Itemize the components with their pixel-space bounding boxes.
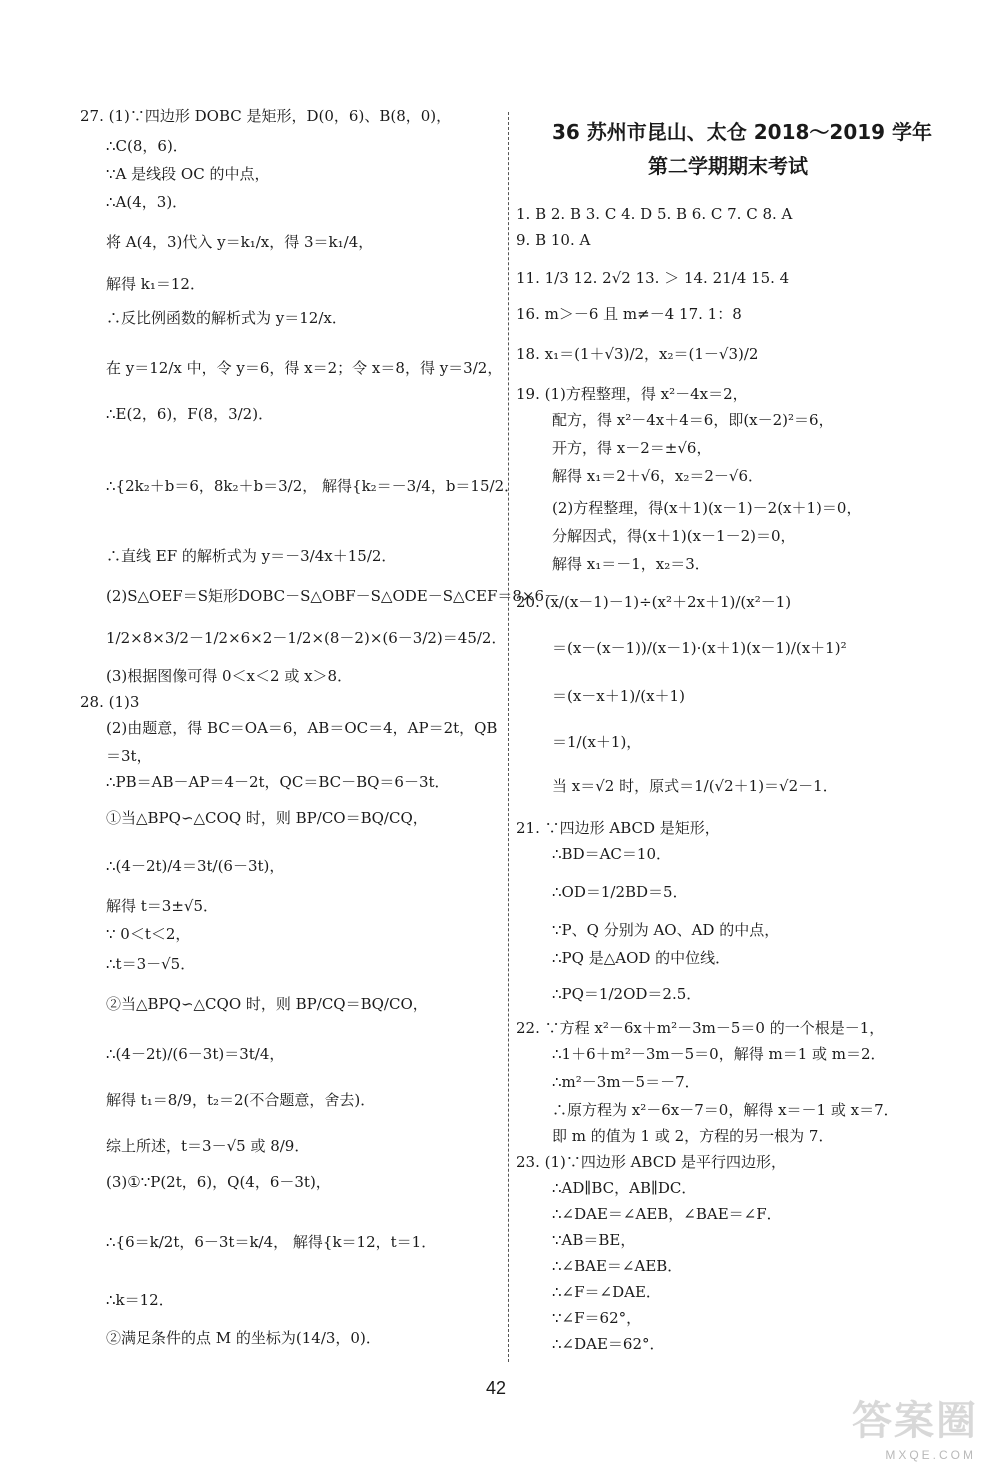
l-line: ＝3t， xyxy=(106,747,152,765)
l-line: 解得 t₁＝8/9，t₂＝2(不合题意，舍去)． xyxy=(106,1091,376,1109)
r-line: ∴PQ 是△AOD 的中位线． xyxy=(552,949,731,967)
r-line: 配方，得 x²－4x＋4＝6，即(x－2)²＝6， xyxy=(552,411,834,429)
l-line: ∴{2k₂＋b＝6，8k₂＋b＝3/2， 解得{k₂＝－3/4，b＝15/2． xyxy=(106,477,520,495)
r-line: 18. x₁＝(1＋√3)/2，x₂＝(1－√3)/2 xyxy=(516,345,759,363)
l-line: (2)S△OEF＝S矩形DOBC－S△OBF－S△ODE－S△CEF＝8×6－ xyxy=(106,587,560,605)
r-line: ∴原方程为 x²－6x－7＝0，解得 x＝－1 或 x＝7． xyxy=(552,1101,899,1119)
l-line: ∴直线 EF 的解析式为 y＝－3/4x＋15/2． xyxy=(106,547,397,565)
l-line: ∴PB＝AB－AP＝4－2t，QC＝BC－BQ＝6－3t． xyxy=(106,773,450,791)
l-line: 解得 t＝3±√5． xyxy=(106,897,219,915)
r-line: 当 x＝√2 时，原式＝1/(√2＋1)＝√2－1． xyxy=(552,777,838,795)
l-line: ∴A(4，3)． xyxy=(106,193,188,211)
l-line: 在 y＝12/x 中，令 y＝6，得 x＝2；令 x＝8，得 y＝3/2， xyxy=(106,359,503,377)
r-line: 即 m 的值为 1 或 2，方程的另一根为 7． xyxy=(552,1127,834,1145)
r-line: ＝1/(x＋1)， xyxy=(552,733,642,751)
l-line: 1/2×8×3/2－1/2×6×2－1/2×(8－2)×(6－3/2)＝45/2． xyxy=(106,629,507,647)
r-line: 11. 1/3 12. 2√2 13. ＞ 14. 21/4 15. 4 xyxy=(516,269,790,287)
l-line: ∴{6＝k/2t，6－3t＝k/4， 解得{k＝12，t＝1． xyxy=(106,1233,437,1251)
r-line: ∴∠DAE＝∠AEB，∠BAE＝∠F． xyxy=(552,1205,782,1223)
r-line: ∴PQ＝1/2OD＝2.5． xyxy=(552,985,702,1003)
r-line: 21. ∵四边形 ABCD 是矩形， xyxy=(516,819,720,837)
r-line: 解得 x₁＝－1，x₂＝3． xyxy=(552,555,710,573)
r-line: 9. B 10. A xyxy=(516,231,591,249)
r-line: 分解因式，得(x＋1)(x－1－2)＝0， xyxy=(552,527,796,545)
r-line: ∴∠DAE＝62°． xyxy=(552,1335,665,1353)
r-line: 19. (1)方程整理，得 x²－4x＝2， xyxy=(516,385,748,403)
l-line: ∴(4－2t)/4＝3t/(6－3t)， xyxy=(106,857,285,875)
r-line: 1. B 2. B 3. C 4. D 5. B 6. C 7. C 8. A xyxy=(516,205,793,223)
l-line: ∴t＝3－√5． xyxy=(106,955,196,973)
r-line: ∴∠F＝∠DAE． xyxy=(552,1283,661,1301)
l-line: (3)根据图像可得 0＜x＜2 或 x＞8． xyxy=(106,667,353,685)
r-line: ∵P、Q 分别为 AO、AD 的中点， xyxy=(552,921,780,939)
l-line: 28. (1)3 xyxy=(80,693,140,711)
r-line: ＝(x－(x－1))/(x－1)·(x＋1)(x－1)/(x＋1)² xyxy=(552,639,847,657)
l-line: ②满足条件的点 M 的坐标为(14/3，0)． xyxy=(106,1329,381,1347)
r-line: ∴AD∥BC，AB∥DC． xyxy=(552,1179,697,1197)
r-line: ∴m²－3m－5＝－7． xyxy=(552,1073,700,1091)
l-line: ∵A 是线段 OC 的中点， xyxy=(106,165,270,183)
r-line: ∴OD＝1/2BD＝5． xyxy=(552,883,688,901)
r-line: 解得 x₁＝2＋√6，x₂＝2－√6． xyxy=(552,467,764,485)
l-line: (3)①∵P(2t，6)，Q(4，6－3t)， xyxy=(106,1173,331,1191)
r-line: ∴BD＝AC＝10． xyxy=(552,845,671,863)
r-line: 22. ∵方程 x²－6x＋m²－3m－5＝0 的一个根是－1， xyxy=(516,1019,885,1037)
r-line: (2)方程整理，得(x＋1)(x－1)－2(x＋1)＝0， xyxy=(552,499,862,517)
l-line: (2)由题意，得 BC＝OA＝6，AB＝OC＝4，AP＝2t，QB xyxy=(106,719,498,737)
r-line: 20. (x/(x－1)－1)÷(x²＋2x＋1)/(x²－1) xyxy=(516,593,792,611)
l-line: ∴k＝12． xyxy=(106,1291,174,1309)
section-subtitle: 第二学期期末考试 xyxy=(648,154,808,178)
l-line: 综上所述，t＝3－√5 或 8/9． xyxy=(106,1137,310,1155)
r-line: ∵AB＝BE， xyxy=(552,1231,636,1249)
r-line: 23. (1)∵四边形 ABCD 是平行四边形， xyxy=(516,1153,787,1171)
l-line: ∴反比例函数的解析式为 y＝12/x． xyxy=(106,309,347,327)
column-divider xyxy=(508,112,509,1362)
l-line: 解得 k₁＝12． xyxy=(106,275,205,293)
watermark-url: MXQE.COM xyxy=(885,1448,976,1462)
l-line: 将 A(4，3)代入 y＝k₁/x，得 3＝k₁/4， xyxy=(106,233,374,251)
l-line: 27. (1)∵四边形 DOBC 是矩形，D(0，6)、B(8，0)， xyxy=(80,107,452,125)
l-line: ②当△BPQ∽△CQO 时，则 BP/CQ＝BQ/CO， xyxy=(106,995,428,1013)
l-line: ∴(4－2t)/(6－3t)＝3t/4， xyxy=(106,1045,285,1063)
watermark xyxy=(832,1396,982,1466)
r-line: ∵∠F＝62°， xyxy=(552,1309,642,1327)
r-line: ＝(x－x＋1)/(x＋1) xyxy=(552,687,685,705)
l-line: ①当△BPQ∽△COQ 时，则 BP/CO＝BQ/CQ， xyxy=(106,809,428,827)
r-line: ∴1＋6＋m²－3m－5＝0，解得 m＝1 或 m＝2． xyxy=(552,1045,886,1063)
l-line: ∴E(2，6)，F(8，3/2)． xyxy=(106,405,274,423)
r-line: 16. m＞－6 且 m≠－4 17. 1：8 xyxy=(516,305,742,323)
r-line: 开方，得 x－2＝±√6， xyxy=(552,439,712,457)
page-number: 42 xyxy=(486,1378,507,1398)
watermark-logo: 答案圈 xyxy=(852,1398,978,1444)
r-line: ∴∠BAE＝∠AEB． xyxy=(552,1257,683,1275)
section-title: 36 苏州市昆山、太仓 2018～2019 学年 xyxy=(552,120,933,144)
l-line: ∴C(8，6)． xyxy=(106,137,188,155)
l-line: ∵ 0＜t＜2， xyxy=(106,925,191,943)
